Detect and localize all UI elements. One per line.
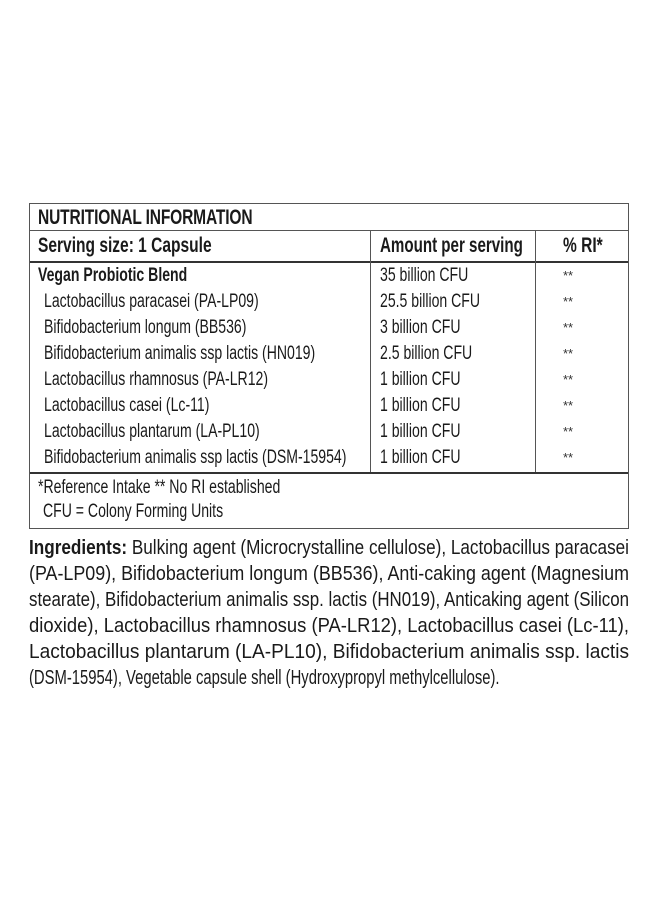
table-footnotes — [30, 474, 628, 528]
amount-value: 25.5 billion CFU — [380, 291, 481, 312]
table-row — [30, 393, 628, 419]
ingredient-name: Lactobacillus casei (Lc-11) — [44, 395, 210, 416]
amount-value: 35 billion CFU — [380, 265, 469, 286]
ri-value: ** — [563, 372, 574, 387]
table-header-row — [30, 231, 628, 263]
ingredient-name: Lactobacillus paracasei (PA-LP09) — [44, 291, 259, 312]
nutrition-table — [29, 203, 629, 529]
ingredients-paragraph — [29, 537, 629, 693]
table-row — [30, 445, 628, 471]
table-row — [30, 263, 628, 289]
table-row — [30, 419, 628, 445]
table-row — [30, 341, 628, 367]
ingredients-text: (DSM-15954), Vegetable capsule shell (Hydroxypropyl methylcellulose). — [29, 667, 500, 689]
amount-value: 1 billion CFU — [380, 421, 461, 442]
ingredients-label: Ingredients: — [29, 537, 128, 559]
ingredients-text: dioxide), Lactobacillus rhamnosus (PA-LR12), Lactobacillus casei (Lc-11), — [29, 615, 629, 637]
ingredients-line — [29, 667, 629, 693]
ingredients-line — [29, 615, 629, 641]
ingredients-line — [29, 537, 629, 563]
ingredient-name: Bifidobacterium animalis ssp lactis (HN019) — [44, 343, 316, 364]
header-percent-ri: % RI* — [563, 234, 603, 257]
ri-value: ** — [563, 424, 574, 439]
ri-value: ** — [563, 320, 574, 335]
amount-value: 3 billion CFU — [380, 317, 461, 338]
table-row — [30, 367, 628, 393]
footnote-cfu: CFU = Colony Forming Units — [43, 501, 224, 522]
table-title: NUTRITIONAL INFORMATION — [38, 206, 253, 229]
table-body — [30, 263, 628, 473]
ri-value: ** — [563, 450, 574, 465]
ingredient-name: Lactobacillus plantarum (LA-PL10) — [44, 421, 260, 442]
amount-value: 1 billion CFU — [380, 447, 461, 468]
ingredient-name: Lactobacillus rhamnosus (PA-LR12) — [44, 369, 269, 390]
ingredients-text: Lactobacillus plantarum (LA-PL10), Bifidobacterium animalis ssp. lactis — [29, 641, 629, 663]
ingredients-text: Bulking agent (Microcrystalline cellulose), Lactobacillus paracasei — [127, 537, 629, 559]
ingredients-line — [29, 589, 629, 615]
ri-value: ** — [563, 398, 574, 413]
ri-value: ** — [563, 294, 574, 309]
header-amount-per-serving: Amount per serving — [380, 234, 523, 257]
amount-value: 2.5 billion CFU — [380, 343, 473, 364]
ingredients-line — [29, 641, 629, 667]
table-title-row — [30, 204, 628, 231]
table-row — [30, 315, 628, 341]
ingredients-text: (PA-LP09), Bifidobacterium longum (BB536), Anti-caking agent (Magnesium — [29, 563, 629, 585]
ri-value: ** — [563, 346, 574, 361]
amount-value: 1 billion CFU — [380, 369, 461, 390]
footnote-reference-intake: *Reference Intake ** No RI established — [38, 477, 281, 498]
amount-value: 1 billion CFU — [380, 395, 461, 416]
ingredients-line — [29, 563, 629, 589]
ingredient-name: Vegan Probiotic Blend — [38, 265, 188, 286]
ingredient-name: Bifidobacterium longum (BB536) — [44, 317, 247, 338]
ingredient-name: Bifidobacterium animalis ssp lactis (DSM-15954) — [44, 447, 347, 468]
ri-value: ** — [563, 268, 574, 283]
ingredients-text: stearate), Bifidobacterium animalis ssp. lactis (HN019), Anticaking agent (Silicon — [29, 589, 629, 611]
table-row — [30, 289, 628, 315]
header-serving-size: Serving size: 1 Capsule — [38, 234, 212, 257]
